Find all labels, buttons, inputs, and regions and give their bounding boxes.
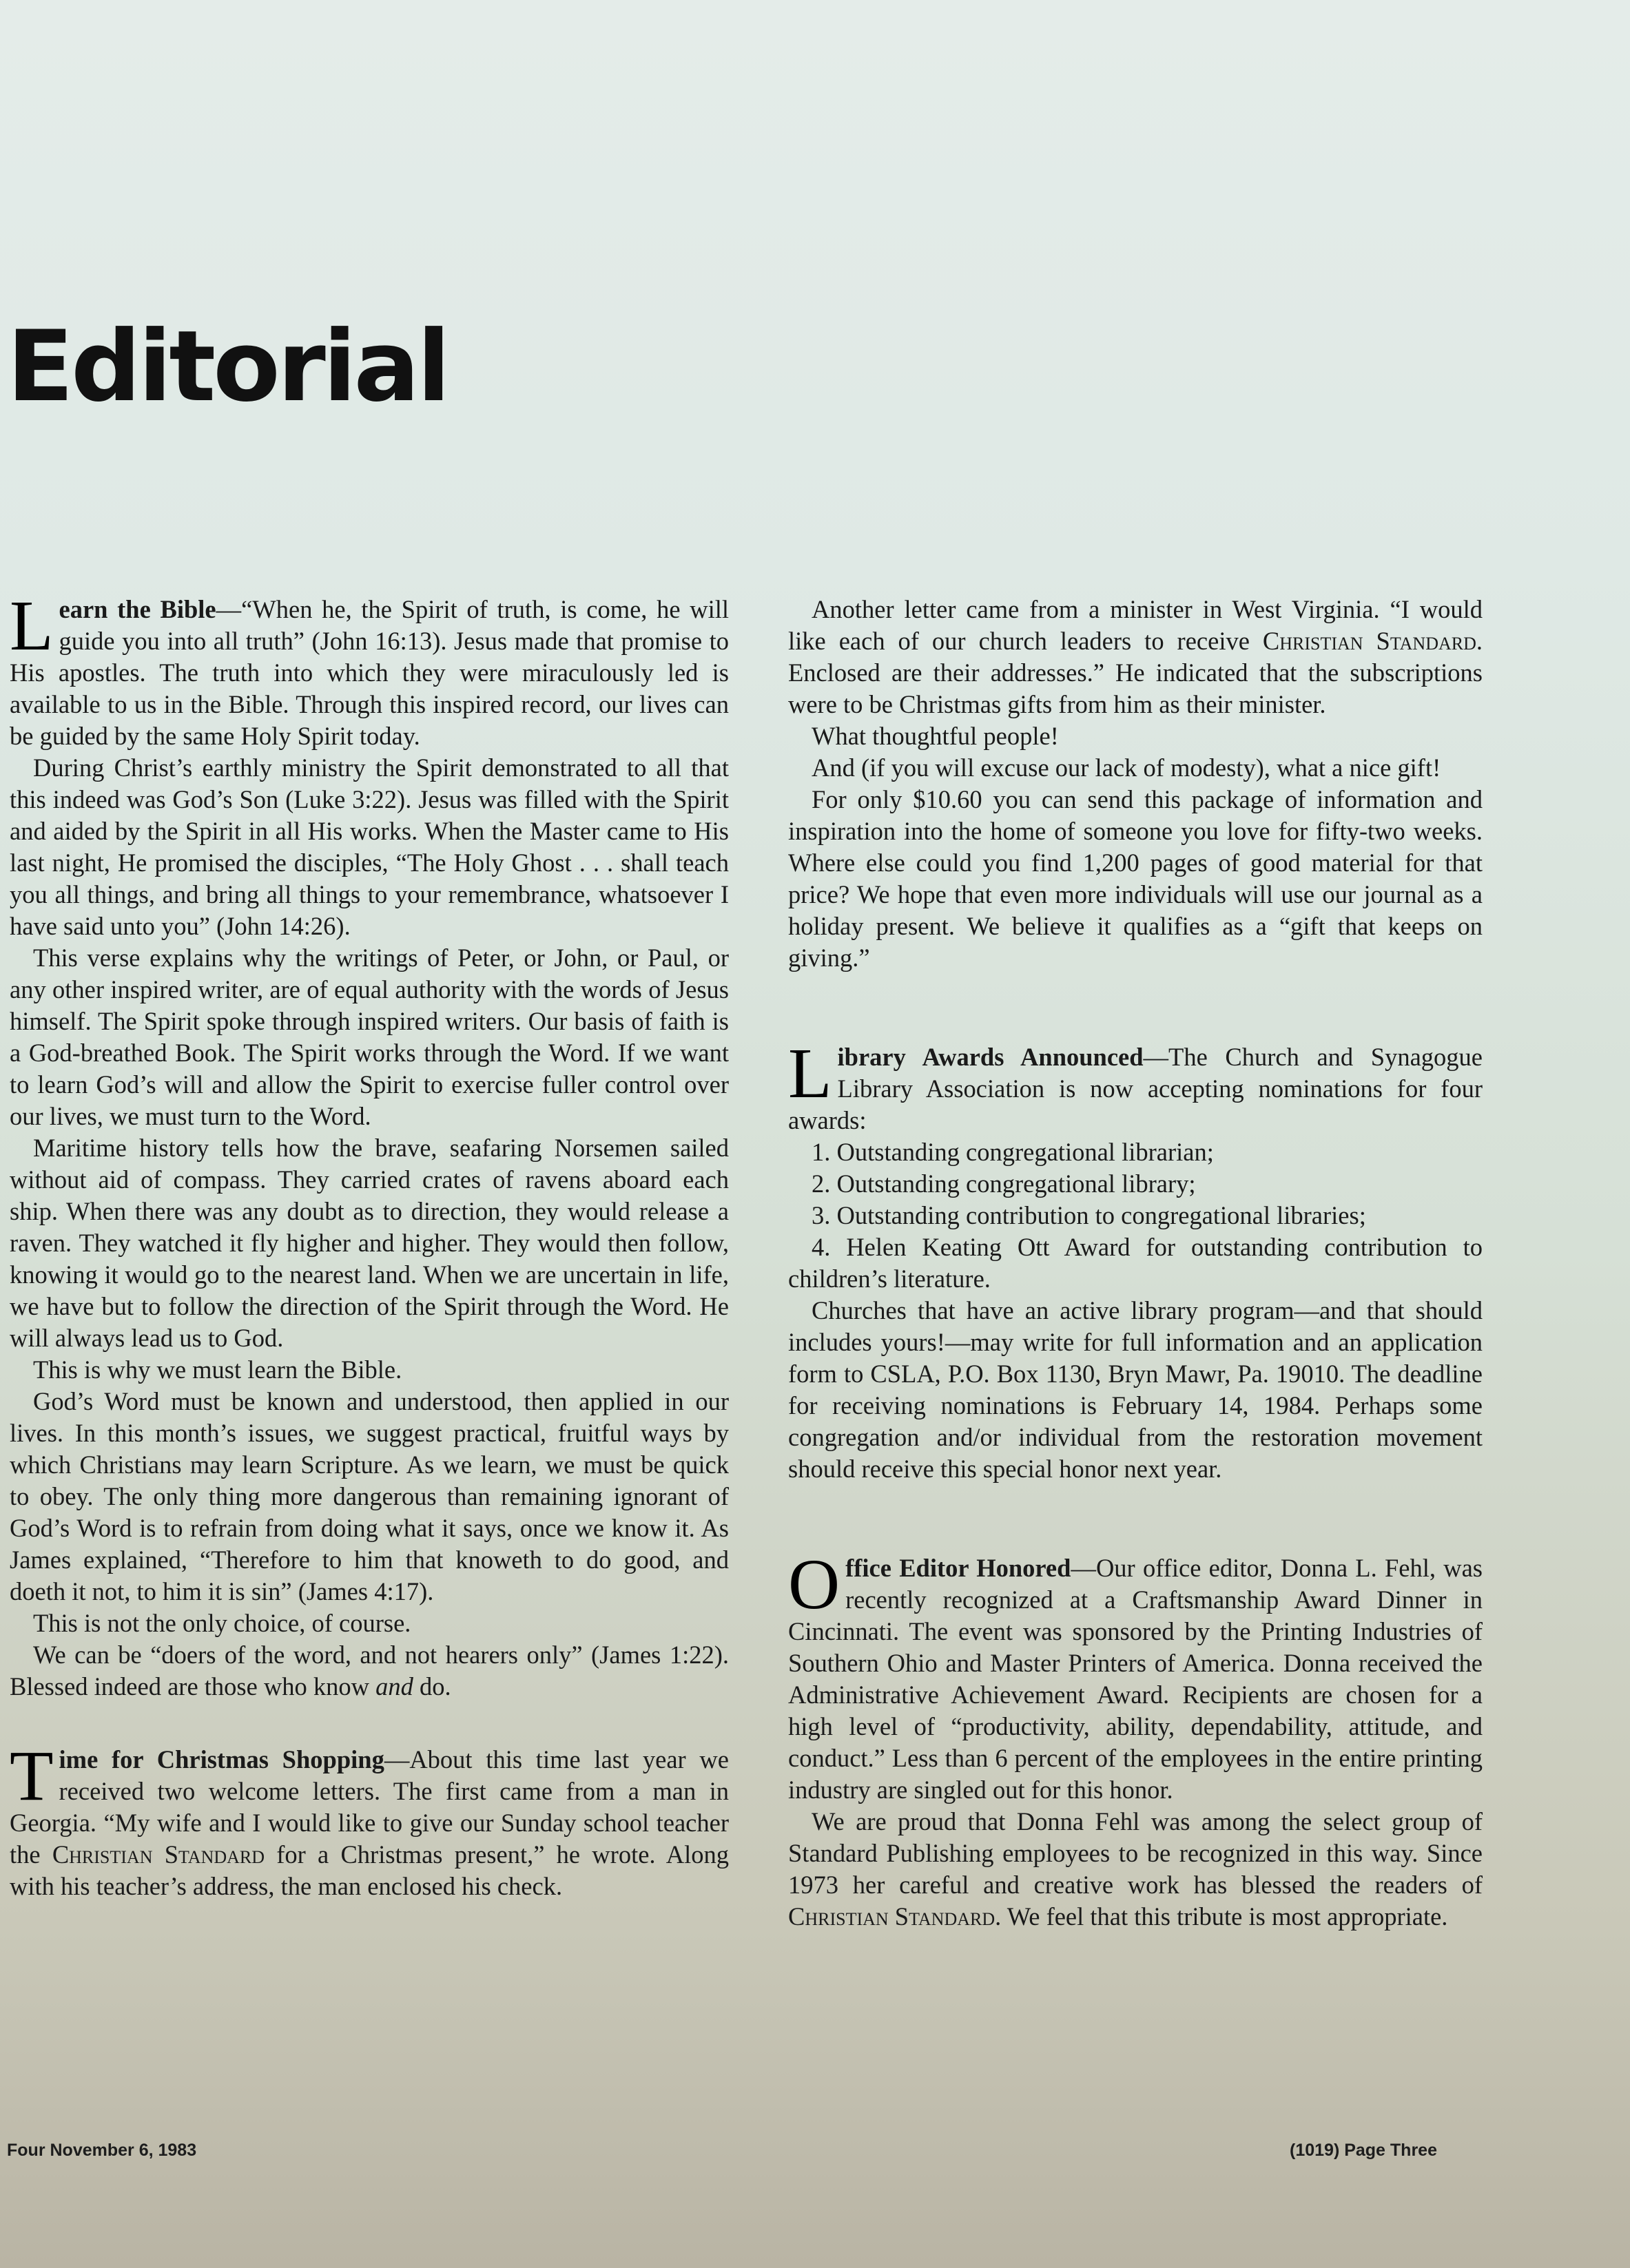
page-title: Editorial <box>7 310 448 424</box>
paragraph <box>788 1034 1483 1136</box>
paragraph: This verse explains why the writings of Peter, or John, or Paul, or any other inspired writer, are of equal authority with the words of Jesus himself. The Spirit spoke through inspired writers. Our basis of faith is a God-breathed Book. The Spirit works through the Word. If we want to learn God’s will and allow the Spirit to exercise fuller control over our lives, we must turn to the Word. <box>10 944 729 1130</box>
magazine-name: Christian Standard <box>1262 627 1476 655</box>
drop-cap: T <box>10 1736 54 1816</box>
paragraph: And (if you will excuse our lack of modesty), what a nice gift! <box>812 753 1441 782</box>
paragraph-text: do. <box>413 1672 451 1700</box>
footer-page-number: (1019) Page Three <box>1290 2141 1437 2160</box>
paragraph-text: for a Christmas present,” he wrote. Along with his teacher’s address, the man enclosed his check. <box>10 1840 729 1900</box>
paragraph: This is why we must learn the Bible. <box>33 1355 402 1384</box>
article-title: earn the Bible <box>59 595 216 623</box>
paragraph: Maritime history tells how the brave, seafaring Norsemen sailed without aid of compass. They carried crates of ravens aboard each ship. When there was any doubt as to direction, they would release a raven. They watched it fly higher and higher. They would then follow, knowing it would go to the nearest land. When we are uncertain in life, we have but to follow the direction of the Spirit through the Word. He will always lead us to God. <box>10 1134 729 1352</box>
left-column <box>10 586 729 2116</box>
article-title: ime for Christmas Shopping <box>59 1745 384 1773</box>
article-office-editor-honored <box>788 1545 1483 1933</box>
magazine-name: Christian Standard <box>788 1902 995 1931</box>
award-list <box>788 1136 1483 1295</box>
article-title: ffice Editor Honored <box>845 1554 1071 1582</box>
paragraph: For only $10.60 you can send this package of information and inspiration into the home of someone you love for fifty-two weeks. Where else could you find 1,200 pages of good material for that price? We hope that even more individuals will use our journal as a holiday present. We believe it qualifies as a “gift that keeps on giving.” <box>788 785 1483 972</box>
paragraph-text: . Enclosed are their addresses.” He indicated that the subscriptions were to be Christmas gifts from him as their minister. <box>788 627 1483 718</box>
paragraph-text: Another letter came from a minister in West Virginia. “I would like each of our church leaders to receive <box>788 595 1483 655</box>
paragraph <box>788 1545 1483 1806</box>
paragraph: What thoughtful people! <box>812 722 1059 750</box>
article-library-awards <box>788 1034 1483 1485</box>
paragraph: During Christ’s earthly ministry the Spirit demonstrated to all that this indeed was God’s Son (Luke 3:22). Jesus was filled with the Spirit and aided by the Spirit in all His works. When the Master came to His last night, He promised the disciples, “The Holy Ghost . . . shall teach you all things, and bring all things to your remembrance, whatsoever I have said unto you” (John 14:26). <box>10 753 729 940</box>
paragraph <box>788 594 1483 720</box>
article-christmas-shopping <box>10 1736 729 1902</box>
paragraph <box>10 1736 729 1902</box>
footer-issue-date: Four November 6, 1983 <box>7 2141 197 2160</box>
list-item: 3. Outstanding contribution to congregational libraries; <box>812 1201 1366 1229</box>
article-learn-the-bible <box>10 586 729 1703</box>
drop-cap: O <box>788 1545 840 1624</box>
list-item: 2. Outstanding congregational library; <box>812 1169 1196 1198</box>
paragraph-text: —Our office editor, Donna L. Fehl, was recently recognized at a Craftsmanship Award Dinner in Cincinnati. The event was sponsored by the Printing Industries of Southern Ohio and Master Printers of America. Donna received the Administrative Achievement Award. Recipients are chosen for a high level of “productivity, ability, dependability, attitude, and conduct.” Less than 6 percent of the employees in the entire printing industry are singled out for this honor. <box>788 1554 1483 1804</box>
paragraph-text: . We feel that this tribute is most appropriate. <box>995 1902 1448 1931</box>
article-christmas-shopping-continued <box>788 594 1483 974</box>
paragraph-text: —“When he, the Spirit of truth, is come, he will guide you into all truth” (John 16:13). Jesus made that promise to His apostles. The truth into which they were miraculously led is available to us in the Bible. Through this inspired record, our lives can be guided by the same Holy Spirit today. <box>10 595 729 750</box>
paragraph-text: We are proud that Donna Fehl was among the select group of Standard Publishing employees to be recognized in this way. Since 1973 her careful and creative work has blessed the readers of <box>788 1807 1483 1899</box>
paragraph <box>10 1639 729 1703</box>
paragraph-text: —About this time last year we received two welcome letters. The first came from a man in Georgia. “My wife and I would like to give our Sunday school teacher the <box>10 1745 729 1869</box>
list-item: 4. Helen Keating Ott Award for outstanding contribution to children’s literature. <box>788 1233 1483 1293</box>
emphasis: and <box>375 1672 413 1700</box>
paragraph: This is not the only choice, of course. <box>33 1609 411 1637</box>
article-title: ibrary Awards Announced <box>837 1043 1144 1071</box>
magazine-name: Christian Standard <box>52 1840 265 1869</box>
paragraph: Churches that have an active library program—and that should includes yours!—may write for full information and an application form to CSLA, P.O. Box 1130, Bryn Mawr, Pa. 19010. The deadline for receiving nominations is February 14, 1984. Perhaps some congregation and/or individual from the restoration movement should receive this special honor next year. <box>788 1296 1483 1483</box>
paragraph <box>10 586 729 752</box>
paragraph <box>788 1806 1483 1933</box>
paragraph-text: —The Church and Synagogue Library Association is now accepting nominations for four awards: <box>788 1043 1483 1134</box>
right-column <box>788 594 1483 2116</box>
drop-cap: L <box>788 1034 832 1113</box>
list-item: 1. Outstanding congregational librarian; <box>812 1138 1214 1166</box>
paragraph-text: We can be “doers of the word, and not hearers only” (James 1:22). Blessed indeed are those who know <box>10 1641 729 1700</box>
paragraph: God’s Word must be known and understood, then applied in our lives. In this month’s issues, we suggest practical, fruitful ways by which Christians may learn Scripture. As we learn, we must be quick to obey. The only thing more dangerous than remaining ignorant of God’s Word is to refrain from doing what it says, once we know it. As James explained, “Therefore to him that knoweth to do good, and doeth it not, to him it is sin” (James 4:17). <box>10 1387 729 1605</box>
drop-cap: L <box>10 586 54 665</box>
